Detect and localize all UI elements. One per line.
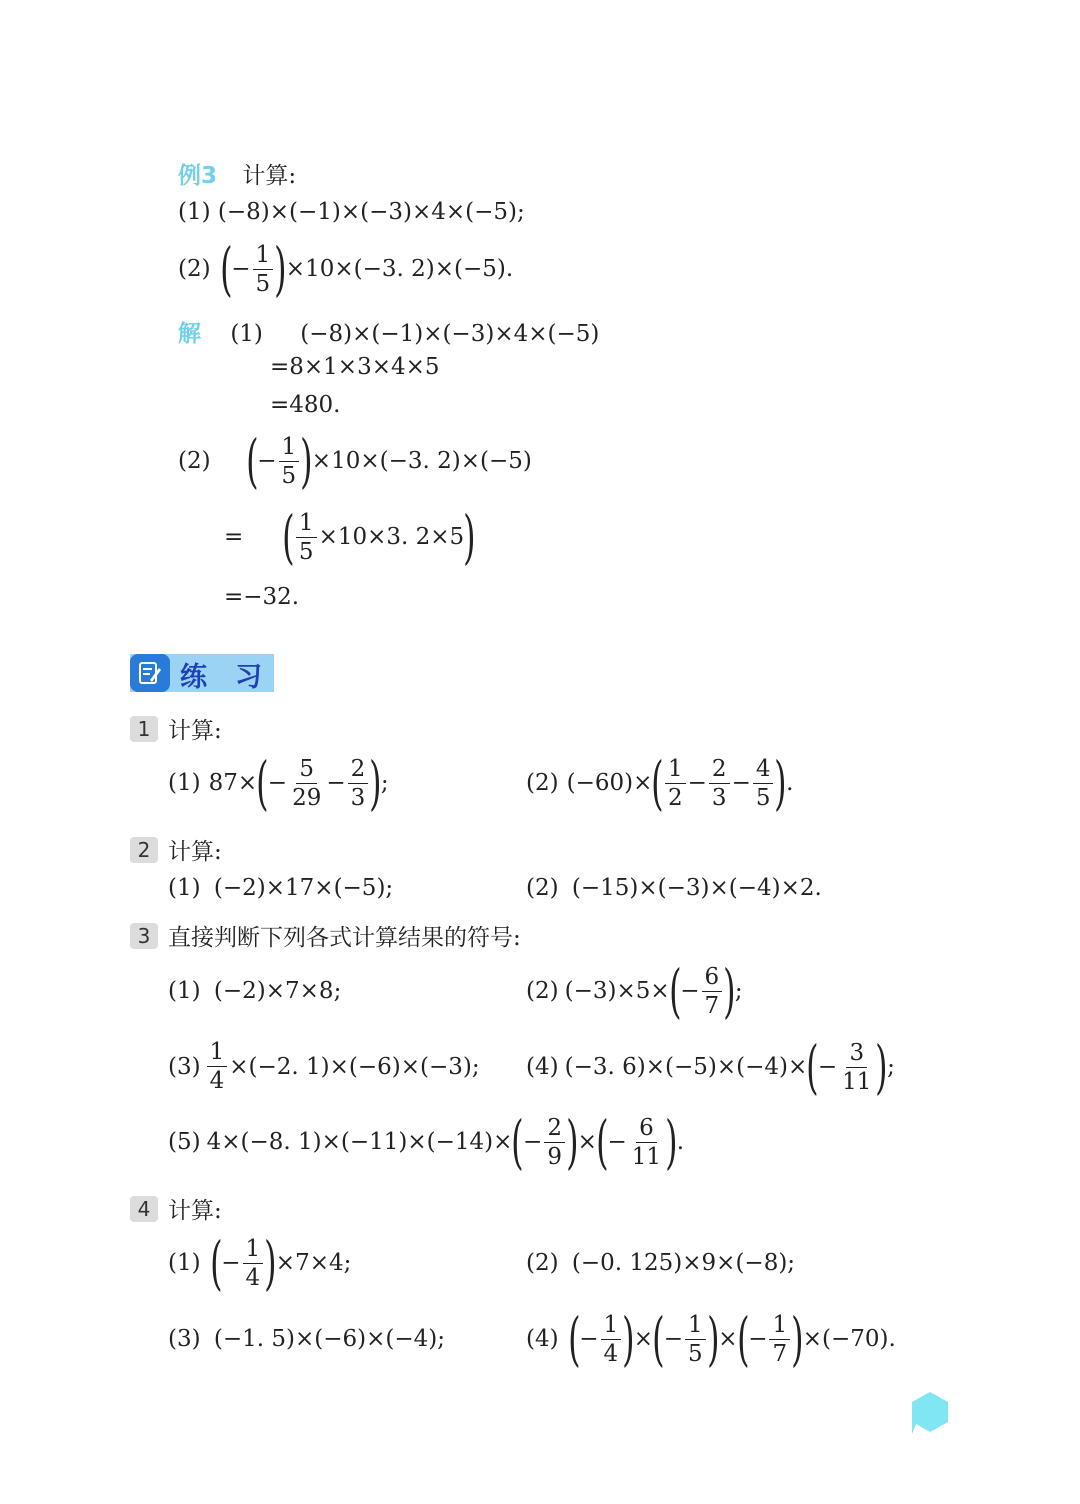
fraction-numerator: 1 [601, 1311, 622, 1340]
practice-4-d [526, 1305, 896, 1373]
expression: (−1. 5)×(−6)×(−4); [213, 1326, 446, 1352]
solution-part-1-line-1 [178, 315, 599, 348]
item-label: (2) [526, 770, 559, 796]
paren-right: ) [791, 1305, 804, 1373]
practice-3-e [168, 1108, 685, 1176]
paren-right: ) [463, 503, 476, 571]
fraction-numerator: 1 [769, 1311, 790, 1340]
p2-equals: = [224, 524, 244, 550]
paren-left: ( [256, 749, 269, 817]
question-title: 计算: [168, 839, 222, 865]
minus-sign: − [748, 1326, 768, 1352]
expr-suffix: ×(−2. 1)×(−6)×(−3); [229, 1053, 480, 1080]
p2-line-2-rest: ×10×3. 2×5 [318, 524, 465, 550]
fraction-denominator: 11 [631, 1143, 662, 1170]
expression: (−2)×7×8; [213, 978, 342, 1004]
p1-label: (1) [230, 321, 263, 347]
expr-suffix: ; [380, 770, 389, 796]
p1-line-2: =8×1×3×4×5 [270, 354, 440, 380]
fraction-denominator: 3 [711, 784, 727, 811]
paren-left: ( [245, 427, 259, 495]
paren-left: ( [651, 749, 664, 817]
minus-sign: − [687, 770, 707, 796]
fraction-denominator: 29 [292, 784, 322, 811]
fraction-denominator: 5 [281, 462, 297, 489]
paren-left: ( [567, 1305, 581, 1373]
paren-left: ( [282, 503, 295, 571]
q1-expression: (−8)×(−1)×(−3)×4×(−5); [217, 199, 525, 225]
item-label: (3) [168, 1053, 201, 1080]
minus-sign: − [731, 770, 751, 796]
fraction [665, 755, 686, 812]
fraction-numerator: 3 [846, 1039, 867, 1068]
minus-sign: − [680, 978, 700, 1004]
q2-rest: ×10×(−3. 2)×(−5). [285, 256, 514, 282]
p2-fraction-2 [296, 509, 317, 566]
p2-label: (2) [178, 448, 211, 474]
paren-left: ( [668, 957, 682, 1025]
fraction-numerator: 2 [544, 1114, 565, 1143]
fraction-numerator: 2 [348, 755, 369, 784]
practice-1-header [130, 712, 222, 745]
item-label: (3) [168, 1326, 201, 1352]
fraction [544, 1114, 565, 1171]
paren-right: ) [875, 1033, 888, 1101]
expr-suffix: ×(−70). [802, 1326, 896, 1352]
practice-2-a [168, 875, 393, 901]
edit-icon [130, 654, 170, 692]
practice-2-b [526, 875, 822, 901]
item-label: (1) [168, 875, 201, 901]
minus-sign: − [267, 770, 288, 796]
example-question-1 [178, 199, 525, 225]
paren-left: ( [209, 1229, 223, 1297]
item-label: (4) [526, 1326, 559, 1352]
minus-sign: − [663, 1326, 683, 1352]
expr-prefix: (−3)×5× [564, 978, 670, 1004]
fraction-numerator: 1 [279, 433, 300, 462]
expression: (−2)×17×(−5); [213, 875, 394, 901]
p1-line-1: (−8)×(−1)×(−3)×4×(−5) [300, 321, 600, 347]
fraction-numerator: 6 [702, 963, 723, 992]
item-label: (5) [168, 1129, 201, 1155]
paren-right: ) [665, 1108, 678, 1176]
paren-right: ) [723, 957, 736, 1025]
paren-right: ) [622, 1305, 635, 1373]
minus-sign: − [607, 1129, 627, 1155]
fraction-numerator: 1 [296, 509, 317, 538]
fraction-numerator: 1 [685, 1311, 706, 1340]
item-label: (2) [526, 875, 559, 901]
fraction-denominator: 7 [704, 992, 720, 1019]
fraction-numerator: 5 [296, 755, 317, 784]
paren-right: ) [566, 1108, 579, 1176]
item-label: (2) [526, 1250, 559, 1276]
practice-3-d [526, 1033, 895, 1101]
practice-title: 练习 [180, 662, 290, 693]
expr-suffix: ×7×4; [275, 1250, 352, 1276]
solution-part-2-line-2 [224, 503, 476, 571]
item-label: (2) [526, 978, 559, 1004]
example-label: 例3 [178, 163, 218, 189]
practice-1-b [526, 749, 794, 817]
minus-sign: − [523, 1129, 543, 1155]
question-title: 计算: [168, 718, 222, 744]
practice-3-a [168, 978, 341, 1004]
p2-fraction [279, 433, 300, 490]
item-label: (1) [168, 1250, 201, 1276]
minus-sign: − [817, 1054, 838, 1080]
fraction [629, 1114, 664, 1171]
paren-left: ( [511, 1108, 524, 1176]
q2-label: (2) [178, 256, 211, 282]
fraction [601, 1311, 622, 1368]
fraction-denominator: 4 [603, 1340, 619, 1367]
minus-sign: − [221, 1250, 241, 1276]
fraction [753, 755, 774, 812]
p2-line-1-rest: ×10×(−3. 2)×(−5) [311, 448, 532, 474]
paren-left: ( [652, 1305, 665, 1373]
item-label: (1) [168, 978, 201, 1004]
fraction-numerator: 4 [753, 755, 774, 784]
practice-2-header [130, 833, 222, 866]
expr-prefix: 4×(−8. 1)×(−11)×(−14)× [206, 1129, 513, 1155]
expr-prefix: 87× [208, 770, 258, 796]
fraction-denominator: 9 [547, 1143, 562, 1170]
item-label: (4) [526, 1054, 559, 1080]
fraction-denominator: 11 [842, 1068, 872, 1095]
fraction-numerator: 1 [665, 755, 686, 784]
fraction-denominator: 5 [255, 270, 271, 297]
expr-prefix: (−3. 6)×(−5)×(−4)× [564, 1054, 808, 1080]
example-question-2 [178, 235, 514, 303]
fraction [839, 1039, 874, 1096]
expr-suffix: ; [887, 1054, 895, 1080]
times-sign: × [718, 1326, 738, 1352]
expr-suffix: ; [734, 978, 743, 1004]
p1-line-3: =480. [270, 392, 341, 418]
example-header [178, 157, 296, 190]
fraction-denominator: 4 [209, 1068, 225, 1094]
practice-3-header [130, 919, 521, 952]
solution-label: 解 [178, 321, 201, 347]
minus-sign: − [231, 256, 251, 282]
fraction [348, 755, 369, 812]
fraction [289, 755, 324, 812]
expression: (−15)×(−3)×(−4)×2. [571, 875, 822, 901]
question-number: 2 [130, 837, 158, 863]
fraction [702, 963, 723, 1020]
question-number: 3 [130, 923, 158, 949]
question-title: 计算: [168, 1198, 222, 1224]
minus-sign: − [257, 448, 277, 474]
paren-left: ( [806, 1033, 819, 1101]
fraction-denominator: 5 [298, 538, 314, 565]
paren-left: ( [595, 1108, 609, 1176]
paren-right: ) [369, 749, 382, 817]
fraction [769, 1311, 790, 1368]
times-sign: × [577, 1129, 597, 1155]
fraction-denominator: 5 [688, 1340, 703, 1367]
fraction-numerator: 1 [253, 241, 274, 270]
fraction-denominator: 7 [772, 1340, 788, 1367]
practice-4-b [526, 1250, 795, 1276]
p2-line-3: =−32. [224, 584, 300, 610]
question-number: 1 [130, 716, 158, 742]
expr-prefix: (−60)× [566, 770, 653, 796]
minus-sign: − [326, 770, 346, 796]
fraction-numerator: 1 [207, 1038, 228, 1067]
fraction-numerator: 2 [709, 755, 730, 784]
expr-suffix: . [676, 1129, 685, 1155]
paren-left: ( [219, 235, 233, 303]
fraction-numerator: 6 [636, 1114, 657, 1143]
hexagon-badge-icon [908, 1390, 952, 1436]
fraction [207, 1038, 228, 1095]
practice-1-a [168, 749, 389, 817]
fraction-denominator: 2 [668, 784, 683, 811]
practice-4-c [168, 1326, 445, 1352]
fraction-numerator: 1 [243, 1235, 264, 1264]
times-sign: × [633, 1326, 654, 1352]
solution-part-2-line-1 [178, 427, 532, 495]
practice-3-c [168, 1038, 480, 1095]
paren-right: ) [264, 1229, 277, 1297]
fraction [709, 755, 730, 812]
practice-4-header [130, 1192, 222, 1225]
question-title: 直接判断下列各式计算结果的符号: [168, 925, 521, 951]
item-label: (1) [168, 770, 201, 796]
fraction [243, 1235, 264, 1292]
practice-3-b [526, 957, 743, 1025]
paren-right: ) [300, 427, 313, 495]
example-title: 计算: [242, 163, 297, 189]
fraction [685, 1311, 706, 1368]
fraction-denominator: 3 [350, 784, 366, 811]
expr-suffix: . [786, 770, 794, 796]
paren-right: ) [706, 1305, 720, 1373]
question-number: 4 [130, 1196, 158, 1222]
q1-label: (1) [178, 199, 211, 225]
fraction-denominator: 4 [245, 1264, 261, 1291]
minus-sign: − [579, 1326, 599, 1352]
fraction-denominator: 5 [755, 784, 771, 811]
practice-4-a [168, 1229, 352, 1297]
paren-right: ) [274, 235, 287, 303]
paren-left: ( [736, 1305, 750, 1373]
paren-right: ) [774, 749, 788, 817]
expression: (−0. 125)×9×(−8); [571, 1250, 796, 1276]
q2-fraction [253, 241, 274, 298]
